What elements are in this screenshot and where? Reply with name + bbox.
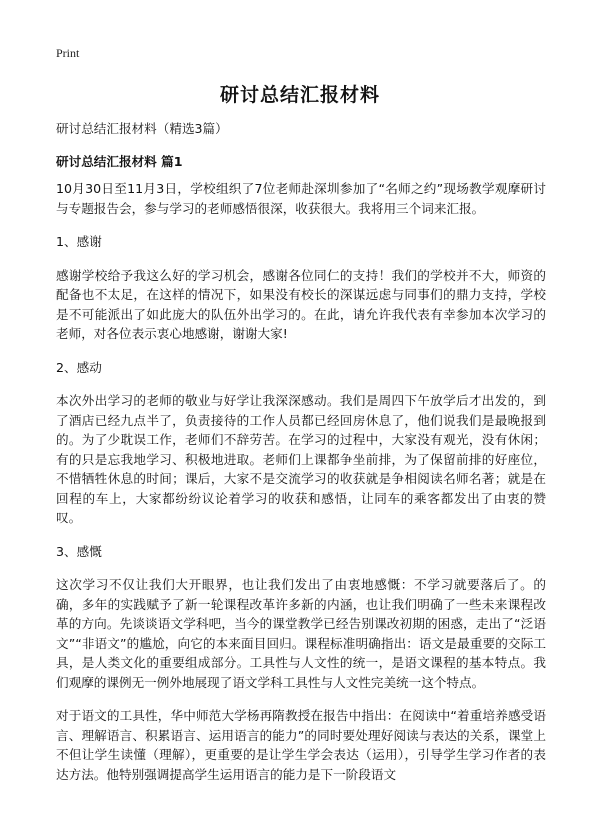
document-title: 研讨总结汇报材料 [219, 84, 380, 106]
section-paragraph-reflection-1: 这次学习不仅让我们大开眼界，也让我们发出了由衷地感慨：不学习就要落后了。的确，多年的实践赋予了新一轮课程改革许多新的内涵，也让我们明确了一些未来课程改革的方向。先谈谈语文学科吧，当今的课堂教学已经告别课改初期的困惑，走出了“泛语文”“非语文”的尴尬，向它的本来面目回归。课程标准明确指出：语文是最重要的交际工具，是人类文化的重要组成部分。工具性与人文性的统一，是语文课程的基本特点。我们观摩的课例无一例外地展现了语文学科工具性与人文性完美统一这个特点。 [56, 577, 546, 690]
section-paragraph-reflection-2: 对于语文的工具性，华中师范大学杨再隋教授在报告中指出：在阅读中“着重培养感受语言、理解语言、积累语言、运用语言的能力”的同时要处理好阅读与表达的关系，课堂上不但让学生读懂（理解），更重要的是让学生学会表达（运用），引导学生学习作者的表达方法。他特别强调提高学生运用语言的能力是下一阶段语文 [56, 708, 546, 782]
section-paragraph-thanks: 感谢学校给予我这么好的学习机会，感谢各位同仁的支持！我们的学校并不大，师资的配备也不太足，在这样的情况下，如果没有校长的深谋远虑与同事们的鼎力支持，学校是不可能派出了如此庞大的队伍外出学习的。在此，请允许我代表有幸参加本次学习的老师，对各位表示衷心地感谢，谢谢大家! [56, 267, 546, 341]
print-link[interactable]: Print [56, 46, 80, 60]
section-paragraph-moved: 本次外出学习的老师的敬业与好学让我深深感动。我们是周四下午放学后才出发的，到了酒店已经九点半了，负责接待的工作人员都已经回房休息了，他们说我们是最晚报到的。为了少耽误工作，老师们不辞劳苦。在学习的过程中，大家没有观光，没有休闲；有的只是忘我地学习、积极地进取。老师们上课都争坐前排，为了保留前排的好座位，不惜牺牲休息的时间；课后，大家不是交流学习的收获就是争相阅读名师名著；就是在回程的车上，大家都纷纷议论着学习的收获和感悟，让同车的乘客都发出了由衷的赞叹。 [56, 393, 546, 525]
document-subtitle: 研讨总结汇报材料（精选3篇） [56, 121, 228, 136]
article-heading: 研讨总结汇报材料 篇1 [56, 153, 183, 169]
intro-paragraph: 10月30日至11月3日，学校组织了7位老师赴深圳参加了“名师之约”现场教学观摩研讨与专题报告会，参与学习的老师感悟很深，收获很大。我将用三个词来汇报。 [56, 181, 546, 216]
section-heading-thanks: 1、感谢 [56, 234, 102, 249]
section-heading-moved: 2、感动 [56, 359, 102, 375]
document-body [56, 119, 546, 798]
section-heading-reflection: 3、感慨 [56, 543, 102, 559]
